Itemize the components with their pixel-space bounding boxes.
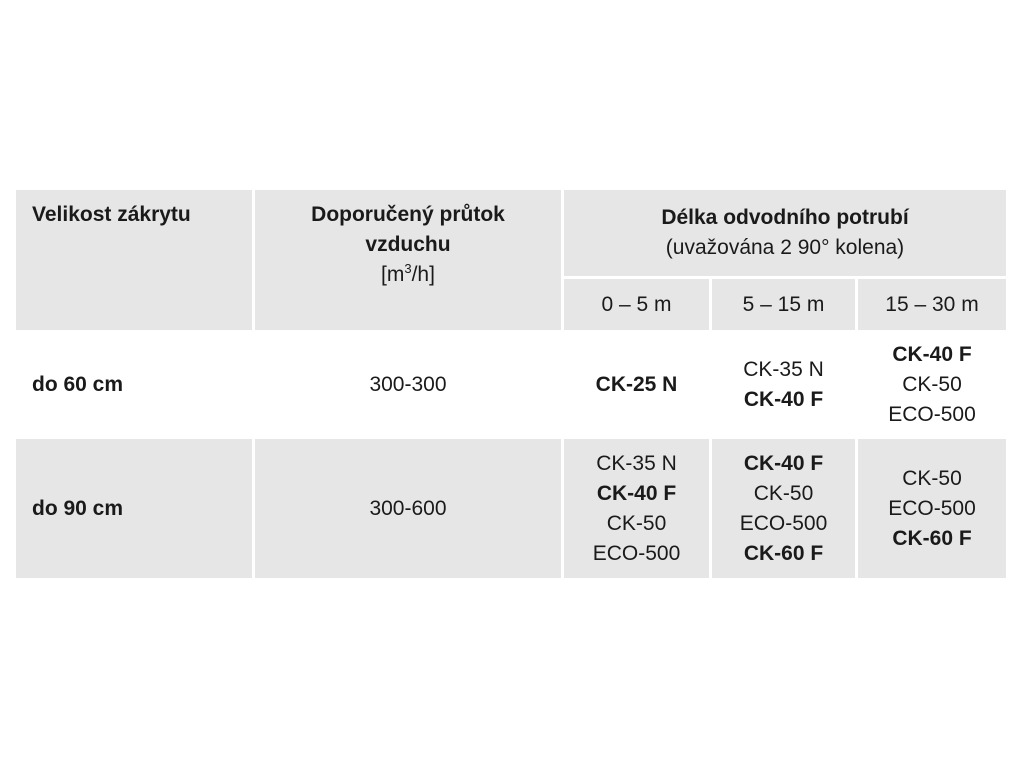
header-flow-unit: $[m^3/h]$: [381, 261, 435, 286]
model-name: ECO-500: [739, 511, 828, 535]
header-range-0-5: 0 – 5 m: [564, 279, 709, 330]
model-name: CK-40 F: [596, 481, 677, 505]
model-name: CK-50: [902, 372, 962, 396]
header-length: [564, 190, 1006, 276]
row-models-cell: [712, 439, 855, 578]
header-range-15-30: 15 – 30 m: [858, 279, 1006, 330]
row-flow-cell: 300-300: [369, 372, 447, 396]
header-flow-line1: Doporučený průtok: [311, 203, 505, 226]
model-name: CK-60 F: [743, 541, 824, 565]
model-name: CK-50: [753, 481, 814, 505]
model-name: CK-25 N: [595, 372, 678, 396]
model-name: CK-40 F: [743, 387, 824, 411]
row-size-cell: do 60 cm: [32, 372, 124, 396]
model-name: CK-60 F: [892, 526, 972, 550]
header-length-title: Délka odvodního potrubí: [661, 206, 909, 229]
model-name: ECO-500: [592, 541, 681, 565]
header-size: [16, 190, 252, 330]
row-models-cell: [564, 439, 709, 578]
header-range-5-15: 5 – 15 m: [712, 279, 855, 330]
model-name: CK-35 N: [743, 357, 824, 381]
row-models-cell: [712, 333, 855, 436]
header-flow: [255, 190, 561, 330]
header-length-note: (uvažována 2 90° kolena): [665, 236, 905, 259]
model-name: CK-50: [606, 511, 667, 535]
row-flow-cell: 300-600: [255, 439, 561, 578]
row-size-cell: do 90 cm: [16, 439, 252, 578]
model-name: CK-50: [902, 466, 962, 490]
header-size-label: Velikost zákrytu: [32, 203, 191, 226]
header-flow-line2: vzduchu: [365, 233, 451, 256]
model-name: CK-40 F: [743, 451, 824, 475]
model-name: ECO-500: [888, 402, 976, 426]
row-models-cell: [858, 439, 1006, 578]
model-name: CK-40 F: [892, 342, 972, 366]
model-name: ECO-500: [888, 496, 976, 520]
row-models-cell: [564, 333, 709, 436]
row-models-cell: [858, 333, 1006, 436]
model-name: CK-35 N: [596, 451, 677, 475]
